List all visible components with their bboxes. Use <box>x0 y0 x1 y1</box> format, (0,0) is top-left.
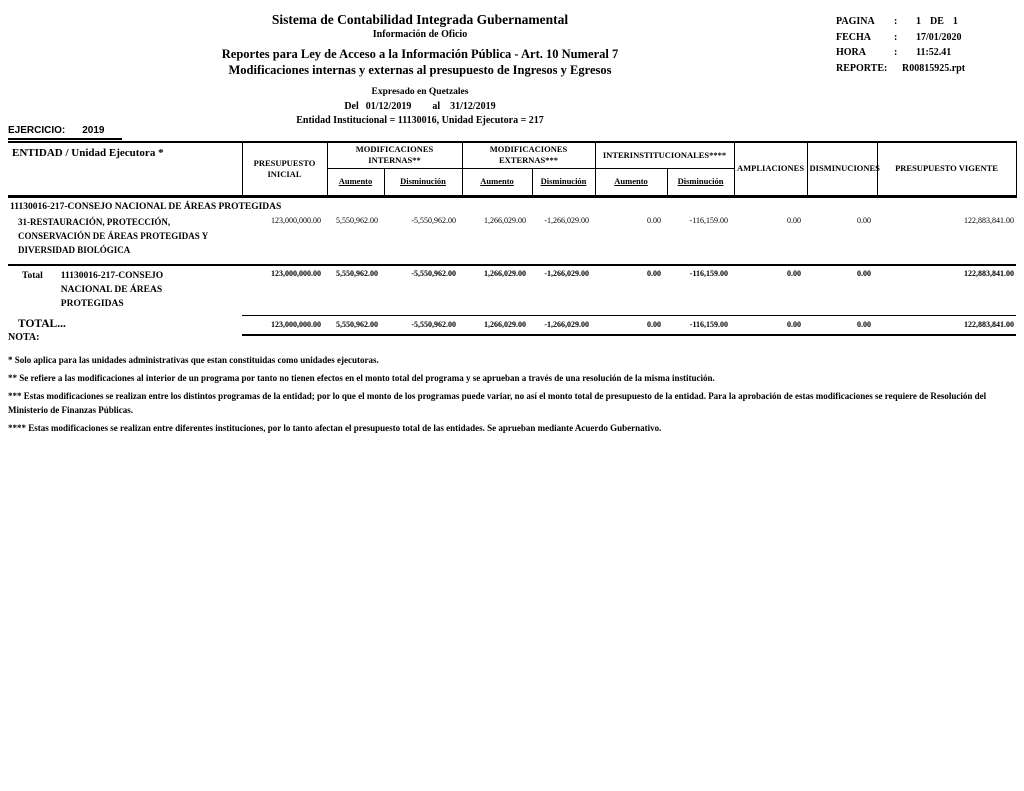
total-presupuesto-vigente: 122,883,841.00 <box>877 265 1016 316</box>
footnote-2: ** Se refiere a las modificaciones al interior de un programa por tanto no tienen efectos en el monto total del programa y se aprueban a través de una resolución de la misma institución. <box>8 373 715 383</box>
footnotes <box>8 332 1014 440</box>
ejercicio-line <box>8 125 122 140</box>
cell-interinst-aumento: 0.00 <box>647 215 662 225</box>
period-to-date: 31/12/2019 <box>450 101 496 112</box>
report-subtitle: Información de Oficio <box>372 29 468 40</box>
meta-hora-row <box>836 45 1024 61</box>
total-interinst-aumento: 0.00 <box>595 265 667 316</box>
total-word: Total <box>22 270 43 281</box>
report-scope-line: Modificaciones internas y externas al presupuesto de Ingresos y Egresos <box>228 63 612 77</box>
meta-reporte-row <box>836 61 1024 77</box>
currency-note: Expresado en Quetzales <box>371 87 469 97</box>
cell-internas-aumento: 5,550,962.00 <box>336 215 378 225</box>
total-presupuesto-inicial: 123,000,000.00 <box>242 265 327 316</box>
total-disminuciones: 0.00 <box>807 265 877 316</box>
report-title: Sistema de Contabilidad Integrada Gubernamental <box>271 12 569 27</box>
subcol-disminucion-externas: Disminución <box>532 168 595 196</box>
grand-disminuciones: 0.00 <box>807 316 877 336</box>
grand-ampliaciones: 0.00 <box>734 316 807 336</box>
grand-interinst-aumento: 0.00 <box>595 316 667 336</box>
cell-ampliaciones: 0.00 <box>787 215 802 225</box>
footnotes-title: NOTA: <box>8 332 40 343</box>
footnote-3: *** Estas modificaciones se realizan entre los distintos programas de la entidad; por lo que el monto de los programas puede variar, no así el monto total de presupuesto de la entidad. Para la aprobación de estas modificaciones se requiere de Resolución del Ministerio de Finanzas Públicas. <box>8 391 987 415</box>
hora-colon: : <box>894 47 898 58</box>
period-line <box>140 101 700 112</box>
meta-block <box>836 14 1024 76</box>
footnote-4: **** Estas modificaciones se realizan entre diferentes instituciones, por lo tanto afectan el presupuesto total de las entidades. Se aprueban mediante Acuerdo Gubernativo. <box>8 422 662 433</box>
total-externas-disminucion: -1,266,029.00 <box>532 265 595 316</box>
cell-internas-disminucion: -5,550,962.00 <box>411 215 457 225</box>
total-internas-aumento: 5,550,962.00 <box>327 265 384 316</box>
budget-modifications-table <box>8 141 1017 336</box>
reporte-label: REPORTE: <box>836 62 888 74</box>
cell-disminuciones: 0.00 <box>857 215 872 225</box>
pagina-total: 1 <box>952 16 958 27</box>
footnote-1: * Solo aplica para las unidades administrativas que estan constituidas como unidades ejecutoras. <box>8 355 379 365</box>
meta-fecha-row <box>836 30 1024 46</box>
entity-group-row <box>8 196 1016 213</box>
grand-presupuesto-vigente: 122,883,841.00 <box>877 316 1016 336</box>
subcol-aumento-internas: Aumento <box>327 168 384 196</box>
entity-group-title: 11130016-217-CONSEJO NACIONAL DE ÁREAS PROTEGIDAS <box>10 201 282 212</box>
grand-externas-disminucion: -1,266,029.00 <box>532 316 595 336</box>
cell-presupuesto-inicial: 123,000,000.00 <box>271 215 321 225</box>
program-name: 31-RESTAURACIÓN, PROTECCIÓN, CONSERVACIÓN DE ÁREAS PROTEGIDAS Y DIVERSIDAD BIOLÓGICA <box>18 216 208 255</box>
group-header-interinstitucionales: INTERINSTITUCIONALES**** <box>595 142 734 168</box>
subcol-aumento-externas: Aumento <box>462 168 532 196</box>
grand-internas-aumento: 5,550,962.00 <box>327 316 384 336</box>
period-del-label: Del <box>344 101 359 112</box>
subcol-disminucion-internas: Disminución <box>384 168 462 196</box>
period-al-label: al <box>432 101 441 112</box>
col-header-presupuesto-vigente: PRESUPUESTO VIGENTE <box>877 142 1016 196</box>
grand-internas-disminucion: -5,550,962.00 <box>384 316 462 336</box>
ejercicio-label: EJERCICIO: <box>8 125 66 136</box>
cell-presupuesto-vigente: 122,883,841.00 <box>964 215 1015 225</box>
report-name-line: Reportes para Ley de Acceso a la Información Pública - Art. 10 Numeral 7 <box>221 47 619 61</box>
total-interinst-disminucion: -116,159.00 <box>667 265 734 316</box>
fecha-value: 17/01/2020 <box>916 31 962 43</box>
subcol-aumento-interinstitucionales: Aumento <box>595 168 667 196</box>
cell-interinst-disminucion: -116,159.00 <box>689 215 729 225</box>
grand-externas-aumento: 1,266,029.00 <box>462 316 532 336</box>
entity-total-label <box>8 265 242 316</box>
pagina-de-label: DE <box>930 16 944 27</box>
group-header-modificaciones-externas: MODIFICACIONES EXTERNAS*** <box>462 142 595 168</box>
pagina-label: PAGINA <box>836 16 875 27</box>
hora-value: 11:52.41 <box>916 47 952 58</box>
report-header <box>140 12 700 126</box>
meta-pagina-row <box>836 14 1024 30</box>
grand-presupuesto-inicial: 123,000,000.00 <box>242 316 327 336</box>
period-from-date: 01/12/2019 <box>365 101 412 112</box>
pagina-value <box>908 14 1024 30</box>
group-header-modificaciones-internas: MODIFICACIONES INTERNAS** <box>327 142 462 168</box>
cell-externas-aumento: 1,266,029.00 <box>484 215 527 225</box>
col-header-disminuciones: DISMINUCIONES <box>807 142 877 196</box>
program-row <box>8 213 1016 265</box>
pagina-colon: : <box>894 16 898 27</box>
total-ampliaciones: 0.00 <box>734 265 807 316</box>
col-header-entidad: ENTIDAD / Unidad Ejecutora * <box>8 142 242 196</box>
fecha-colon: : <box>894 31 898 43</box>
grand-total-label: TOTAL... <box>18 317 66 330</box>
col-header-ampliaciones: AMPLIACIONES <box>734 142 807 196</box>
fecha-label: FECHA <box>836 31 871 43</box>
grand-interinst-disminucion: -116,159.00 <box>667 316 734 336</box>
cell-externas-disminucion: -1,266,029.00 <box>544 215 590 225</box>
reporte-value: R00815925.rpt <box>902 62 966 74</box>
pagina-number: 1 <box>916 16 921 27</box>
total-externas-aumento: 1,266,029.00 <box>462 265 532 316</box>
entity-filter-line: Entidad Institucional = 11130016, Unidad Ejecutora = 217 <box>296 115 544 126</box>
ejercicio-value: 2019 <box>82 125 105 136</box>
total-entity-name: 11130016-217-CONSEJO NACIONAL DE ÁREAS PROTEGIDAS <box>60 270 164 310</box>
col-header-presupuesto-inicial: PRESUPUESTO INICIAL <box>242 142 327 196</box>
entity-total-row <box>8 265 1016 316</box>
hora-label: HORA <box>836 47 866 58</box>
total-internas-disminucion: -5,550,962.00 <box>384 265 462 316</box>
subcol-disminucion-interinstitucionales: Disminución <box>667 168 734 196</box>
